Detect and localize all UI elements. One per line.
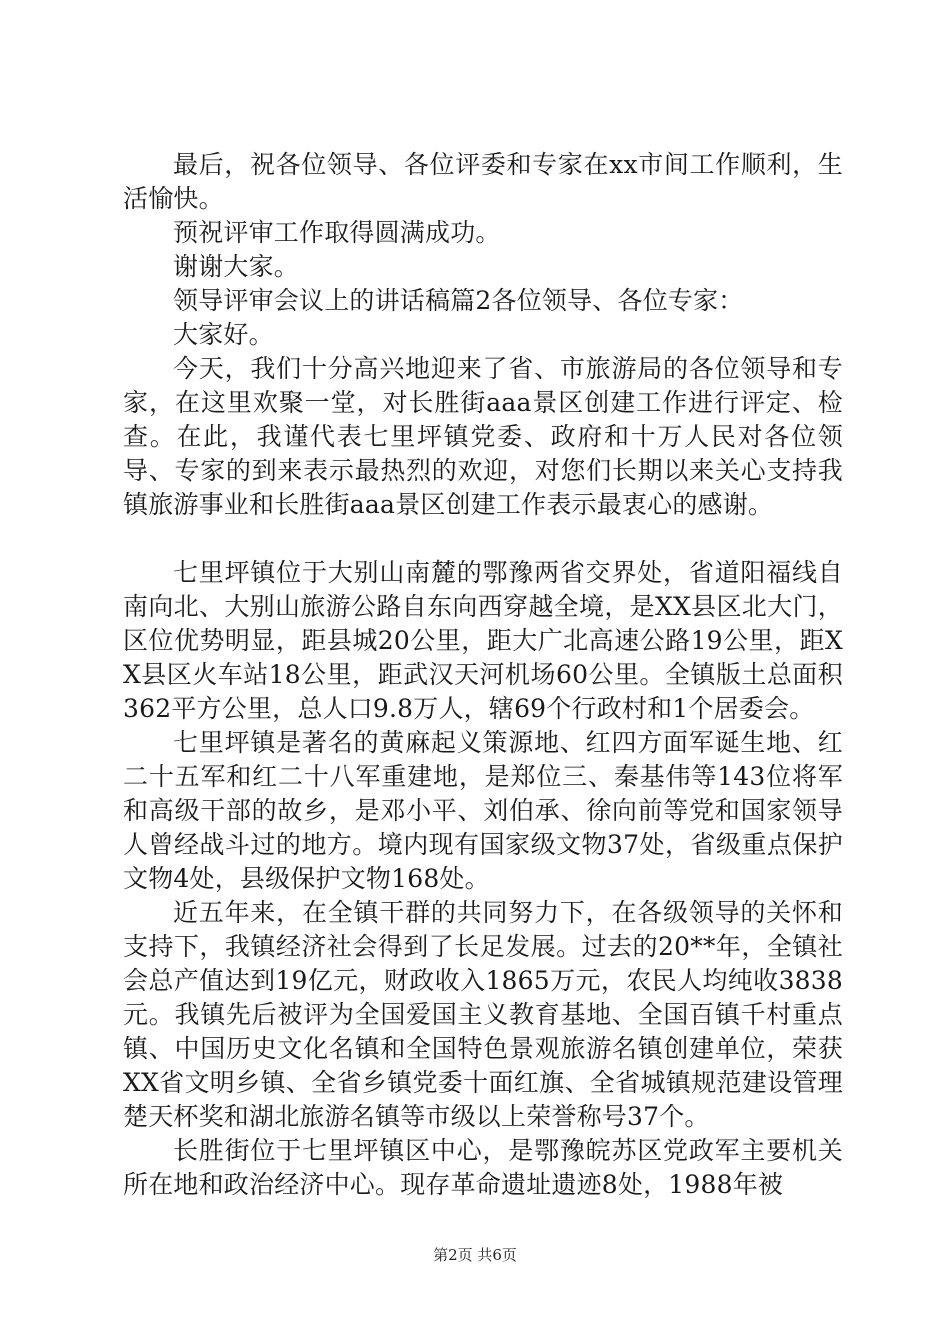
paragraph-greeting: 大家好。 [173,320,274,349]
page-number-footer: 第2页 共6页 [433,1246,517,1264]
paragraph-closing-wishes: 最后，祝各位领导、各位评委和专家在xx市间工作顺利，生活愉快。 [123,150,843,213]
paragraph-wish-success: 预祝评审工作取得圆满成功。 [173,218,501,247]
paragraph-spacer [123,522,843,556]
paragraph-thanks: 谢谢大家。 [173,252,300,281]
document-body [123,148,843,1202]
paragraph-town-location: 七里坪镇位于大别山南麓的鄂豫两省交界处，省道阳福线自南向北、大别山旅游公路自东向西穿越全境，是XX县区北大门，区位优势明显，距县城20公里，距大广北高速公路19公里，距XX县区火车站18公里，距武汉天河机场60公里。全镇版土总面积362平方公里，总人口9.8万人，辖69个行政村和1个居委会。 [123,558,843,723]
paragraph-town-history: 七里坪镇是著名的黄麻起义策源地、红四方面军诞生地、红二十五军和红二十八军重建地，是郑位三、秦基伟等143位将军和高级干部的故乡，是邓小平、刘伯承、徐向前等党和国家领导人曾经战斗过的地方。境内现有国家级文物37处，省级重点保护文物4处，县级保护文物168处。 [123,728,843,893]
paragraph-welcome: 今天，我们十分高兴地迎来了省、市旅游局的各位领导和专家，在这里欢聚一堂，对长胜街aaa景区创建工作进行评定、检查。在此，我谨代表七里坪镇党委、政府和十万人民对各位领导、专家的到来表示最热烈的欢迎，对您们长期以来关心支持我镇旅游事业和长胜街aaa景区创建工作表示最衷心的感谢。 [123,354,843,519]
paragraph-speech-heading: 领导评审会议上的讲话稿篇2各位领导、各位专家： [173,286,744,315]
paragraph-changsheng-street: 长胜街位于七里坪镇区中心，是鄂豫皖苏区党政军主要机关所在地和政治经济中心。现存革命遗址遗迹8处，1988年被 [123,1136,843,1199]
paragraph-development: 近五年来，在全镇干群的共同努力下，在各级领导的关怀和支持下，我镇经济社会得到了长足发展。过去的20**年，全镇社会总产值达到19亿元，财政收入1865万元，农民人均纯收3838元。我镇先后被评为全国爱国主义教育基地、全国百镇千村重点镇、中国历史文化名镇和全国特色景观旅游名镇创建单位，荣获XX省文明乡镇、全省乡镇党委十面红旗、全省城镇规范建设管理楚天杯奖和湖北旅游名镇等市级以上荣誉称号37个。 [123,898,843,1131]
